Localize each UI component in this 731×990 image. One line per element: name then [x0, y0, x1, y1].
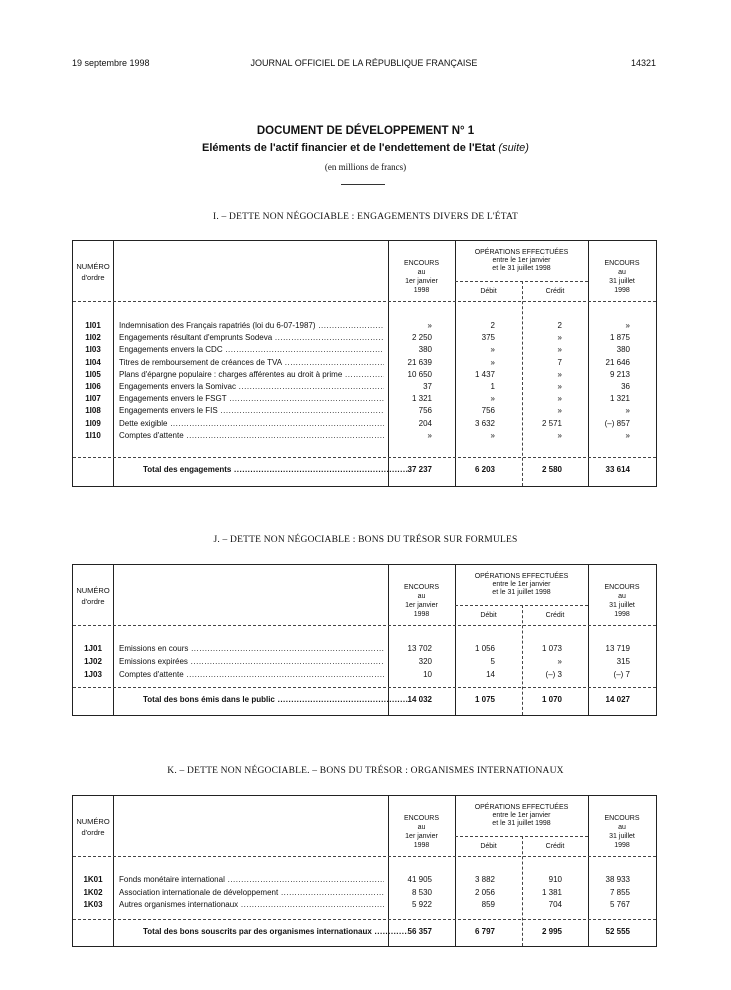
encours-start-value: 10 — [423, 670, 432, 679]
numero-label: NUMÉRO — [76, 262, 110, 271]
credit-value: » — [557, 430, 562, 440]
encours-end-value: 13 719 — [605, 644, 630, 653]
operations-line: entre le 1er janvier — [492, 257, 551, 264]
row-code: 1I05 — [85, 369, 101, 379]
encours-start-value: 21 639 — [407, 357, 432, 367]
numero-header — [73, 261, 113, 283]
table-row — [73, 888, 656, 900]
credit-header: Crédit — [545, 843, 565, 850]
row-label: Indemnisation des Français rapatriés (loi du 6-07-1987) ..... — [119, 321, 384, 330]
credit-value: 2 580 — [541, 465, 562, 474]
encours-start-value: 13 702 — [407, 644, 432, 653]
encours-start-header — [388, 259, 455, 295]
document-unit: (en millions de francs) — [324, 162, 407, 172]
header-journal-title: JOURNAL OFFICIEL DE LA RÉPUBLIQUE FRANÇAISE — [250, 58, 478, 68]
encours-end-line: ENCOURS — [604, 815, 640, 822]
encours-end-value: 7 855 — [609, 887, 630, 897]
credit-value: 2 571 — [541, 418, 562, 428]
operations-line: et le 31 juillet 1998 — [492, 589, 551, 596]
subtitle-suffix: (suite) — [498, 142, 529, 154]
table-row — [73, 875, 656, 887]
credit-value: (–) 3 — [545, 670, 562, 679]
row-code: 1I01 — [85, 321, 101, 330]
debit-value: 6 203 — [474, 465, 495, 474]
operations-line: OPÉRATIONS EFFECTUÉES — [474, 804, 569, 811]
encours-end-header — [588, 583, 656, 619]
encours-end-value: 9 213 — [609, 369, 630, 379]
encours-end-value: 1 875 — [609, 333, 630, 343]
credit-value: 2 995 — [541, 927, 562, 936]
credit-value: » — [557, 657, 562, 666]
encours-start-value: » — [427, 321, 432, 330]
encours-start-value: 320 — [418, 657, 432, 666]
total-row — [73, 927, 656, 939]
table-row — [73, 670, 656, 682]
credit-value: 1 073 — [541, 644, 562, 653]
operations-line: OPÉRATIONS EFFECTUÉES — [474, 573, 569, 580]
encours-start-value: 37 237 — [407, 465, 432, 474]
encours-start-value: 10 650 — [407, 369, 432, 379]
row-code: 1I03 — [85, 345, 101, 355]
encours-end-line: ENCOURS — [604, 584, 640, 591]
credit-header: Crédit — [545, 612, 565, 619]
row-code: 1I06 — [85, 382, 101, 391]
credit-value: » — [557, 406, 562, 416]
encours-end-line: ENCOURS — [604, 260, 640, 267]
data-table — [72, 240, 657, 487]
credit-value: 1 070 — [541, 695, 562, 704]
operations-line: entre le 1er janvier — [492, 581, 551, 588]
operations-line: OPÉRATIONS EFFECTUÉES — [474, 249, 569, 256]
encours-end-value: 14 027 — [605, 695, 630, 704]
encours-start-value: 41 905 — [407, 875, 432, 884]
debit-value: 3 882 — [474, 875, 495, 884]
row-label: Comptes d'attente ..... — [119, 431, 384, 440]
encours-start-value: 2 250 — [411, 333, 432, 343]
credit-value: » — [557, 345, 562, 355]
encours-end-value: 5 767 — [609, 900, 630, 909]
encours-end-value: (–) 857 — [604, 418, 630, 428]
encours-start-line: 1er janvier — [405, 602, 438, 609]
column-divider — [113, 796, 114, 946]
encours-start-line: au — [417, 824, 426, 831]
encours-end-line: au — [618, 593, 626, 600]
encours-start-line: 1er janvier — [405, 278, 438, 285]
credit-value: 910 — [548, 875, 562, 884]
row-label: Plans d'épargne populaire : charges afférentes au droit à prime ..... — [119, 370, 384, 379]
encours-end-line: au — [618, 824, 626, 831]
encours-end-header — [588, 814, 656, 850]
encours-end-value: 33 614 — [605, 465, 630, 474]
row-label: Total des engagements ..... — [143, 465, 408, 474]
row-label: Fonds monétaire international ..... — [119, 875, 384, 884]
numero-label: NUMÉRO — [76, 817, 110, 826]
document-subtitle — [0, 142, 731, 154]
table-row — [73, 644, 656, 656]
credit-value: » — [557, 369, 562, 379]
table-row — [73, 333, 656, 345]
encours-start-line: au — [417, 269, 426, 276]
total-divider — [73, 919, 656, 920]
row-code: 1I10 — [85, 430, 101, 440]
row-code: 1I08 — [85, 406, 101, 416]
encours-end-value: » — [625, 321, 630, 330]
ordre-label: d'ordre — [81, 273, 105, 282]
total-divider — [73, 457, 656, 458]
document-title: DOCUMENT DE DÉVELOPPEMENT N° 1 — [256, 125, 475, 137]
total-row — [73, 695, 656, 707]
encours-end-line: 31 juillet — [609, 602, 635, 609]
encours-end-line: 1998 — [614, 842, 630, 849]
credit-header: Crédit — [545, 288, 565, 295]
row-label: Total des bons souscrits par des organismes internationaux ..... — [143, 927, 408, 936]
row-label: Engagements envers le FIS ..... — [119, 406, 384, 415]
row-code: 1I07 — [85, 394, 101, 404]
encours-start-value: 5 922 — [411, 900, 432, 909]
encours-end-line: au — [618, 269, 626, 276]
data-table — [72, 564, 657, 716]
credit-value: » — [557, 382, 562, 391]
credit-value: » — [557, 394, 562, 404]
header-bottom-divider — [73, 625, 656, 626]
operations-line: et le 31 juillet 1998 — [492, 820, 551, 827]
encours-end-value: » — [625, 430, 630, 440]
debit-value: 1 056 — [474, 644, 495, 653]
row-code: 1K01 — [83, 875, 103, 884]
credit-value: 7 — [557, 357, 562, 367]
table-row — [73, 657, 656, 669]
encours-end-value: » — [625, 406, 630, 416]
encours-start-header — [388, 583, 455, 619]
encours-start-value: 14 032 — [407, 695, 432, 704]
row-label: Total des bons émis dans le public ..... — [143, 695, 408, 704]
encours-start-line: 1998 — [413, 287, 430, 294]
row-code: 1K02 — [83, 887, 103, 897]
credit-value: 1 381 — [541, 887, 562, 897]
encours-end-line: 1998 — [614, 611, 630, 618]
table-row — [73, 900, 656, 912]
encours-end-line: 31 juillet — [609, 833, 635, 840]
section-title: K. – DETTE NON NÉGOCIABLE. – BONS DU TRÉSOR : ORGANISMES INTERNATIONAUX — [167, 766, 564, 776]
header-page-number: 14321 — [630, 58, 656, 68]
debit-value: 5 — [490, 657, 495, 666]
encours-start-header — [388, 814, 455, 850]
encours-end-value: 52 555 — [605, 927, 630, 936]
numero-header — [73, 816, 113, 838]
table-row — [73, 419, 656, 431]
encours-start-value: 756 — [418, 406, 432, 416]
header-date: 19 septembre 1998 — [72, 58, 150, 68]
debit-header: Débit — [480, 612, 497, 619]
numero-label: NUMÉRO — [76, 586, 110, 595]
total-divider — [73, 687, 656, 688]
debit-header: Débit — [480, 288, 497, 295]
ordre-label: d'ordre — [81, 828, 105, 837]
credit-value: » — [557, 333, 562, 343]
table-row — [73, 358, 656, 370]
encours-start-line: 1er janvier — [405, 833, 438, 840]
operations-line: et le 31 juillet 1998 — [492, 265, 551, 272]
row-label: Comptes d'attente ..... — [119, 670, 384, 679]
table-row — [73, 431, 656, 443]
debit-value: » — [490, 357, 495, 367]
row-label: Engagements envers le FSGT ..... — [119, 394, 384, 403]
encours-start-value: 380 — [418, 345, 432, 355]
encours-end-header — [588, 259, 656, 295]
encours-end-line: 1998 — [614, 287, 630, 294]
debit-value: 3 632 — [474, 418, 495, 428]
encours-start-value: 204 — [418, 418, 432, 428]
row-code: 1J02 — [84, 657, 102, 666]
row-label: Engagements résultant d'emprunts Sodeva ..... — [119, 333, 384, 342]
encours-start-value: 56 357 — [407, 927, 432, 936]
operations-header — [455, 249, 588, 273]
table-row — [73, 345, 656, 357]
row-code: 1I04 — [85, 357, 101, 367]
table-row — [73, 321, 656, 333]
encours-end-value: 380 — [616, 345, 630, 355]
debit-value: 2 — [490, 321, 495, 330]
operations-line: entre le 1er janvier — [492, 812, 551, 819]
row-code: 1J03 — [84, 670, 102, 679]
row-code: 1I09 — [85, 418, 101, 428]
encours-start-line: ENCOURS — [403, 815, 439, 822]
row-label: Titres de remboursement de créances de TVA ..... — [119, 358, 384, 367]
encours-end-value: 1 321 — [609, 394, 630, 404]
ordre-label: d'ordre — [81, 597, 105, 606]
table-row — [73, 406, 656, 418]
encours-start-value: 8 530 — [411, 887, 432, 897]
debit-value: » — [490, 430, 495, 440]
operations-header — [455, 804, 588, 828]
row-label: Engagements envers la Somivac ..... — [119, 382, 384, 391]
encours-start-line: ENCOURS — [403, 260, 439, 267]
encours-end-line: 31 juillet — [609, 278, 635, 285]
encours-end-value: 36 — [621, 382, 630, 391]
subtitle-text: Eléments de l'actif financier et de l'endettement de l'Etat — [202, 142, 496, 154]
debit-value: 1 437 — [474, 369, 495, 379]
row-label: Engagements envers la CDC ..... — [119, 345, 384, 354]
table-row — [73, 370, 656, 382]
encours-end-value: (–) 7 — [613, 670, 630, 679]
debit-value: 2 056 — [474, 887, 495, 897]
debit-header: Débit — [480, 843, 497, 850]
row-label: Emissions expirées ..... — [119, 657, 384, 666]
table-row — [73, 382, 656, 394]
header-bottom-divider — [73, 301, 656, 302]
encours-start-line: 1998 — [413, 842, 430, 849]
debit-value: » — [490, 394, 495, 404]
numero-header — [73, 585, 113, 607]
row-label: Association internationale de développement ..... — [119, 888, 384, 897]
encours-end-value: 315 — [616, 657, 630, 666]
credit-value: 704 — [548, 900, 562, 909]
row-code: 1K03 — [83, 900, 103, 909]
debit-value: 859 — [481, 900, 495, 909]
encours-end-value: 21 646 — [605, 357, 630, 367]
operations-header — [455, 573, 588, 597]
encours-start-line: 1998 — [413, 611, 430, 618]
debit-value: 1 075 — [474, 695, 495, 704]
section-title: J. – DETTE NON NÉGOCIABLE : BONS DU TRÉSOR SUR FORMULES — [213, 535, 518, 545]
row-label: Autres organismes internationaux ..... — [119, 900, 384, 909]
table-row — [73, 394, 656, 406]
header-bottom-divider — [73, 856, 656, 857]
debit-value: 375 — [481, 333, 495, 343]
debit-value: 6 797 — [474, 927, 495, 936]
row-code: 1I02 — [85, 333, 101, 343]
encours-start-line: au — [417, 593, 426, 600]
encours-start-value: 1 321 — [411, 394, 432, 404]
data-table — [72, 795, 657, 947]
debit-value: 1 — [490, 382, 495, 391]
row-label: Dette exigible ..... — [119, 419, 384, 428]
row-code: 1J01 — [84, 644, 102, 653]
total-row — [73, 465, 656, 477]
encours-start-line: ENCOURS — [403, 584, 439, 591]
debit-value: » — [490, 345, 495, 355]
debit-value: 14 — [486, 670, 495, 679]
debit-value: 756 — [481, 406, 495, 416]
column-divider — [113, 565, 114, 715]
row-label: Emissions en cours ..... — [119, 644, 384, 653]
title-divider — [341, 184, 385, 185]
encours-end-value: 38 933 — [605, 875, 630, 884]
encours-start-value: 37 — [423, 382, 432, 391]
credit-value: 2 — [557, 321, 562, 330]
section-title: I. – DETTE NON NÉGOCIABLE : ENGAGEMENTS DIVERS DE L'ÉTAT — [212, 212, 519, 222]
encours-start-value: » — [427, 430, 432, 440]
